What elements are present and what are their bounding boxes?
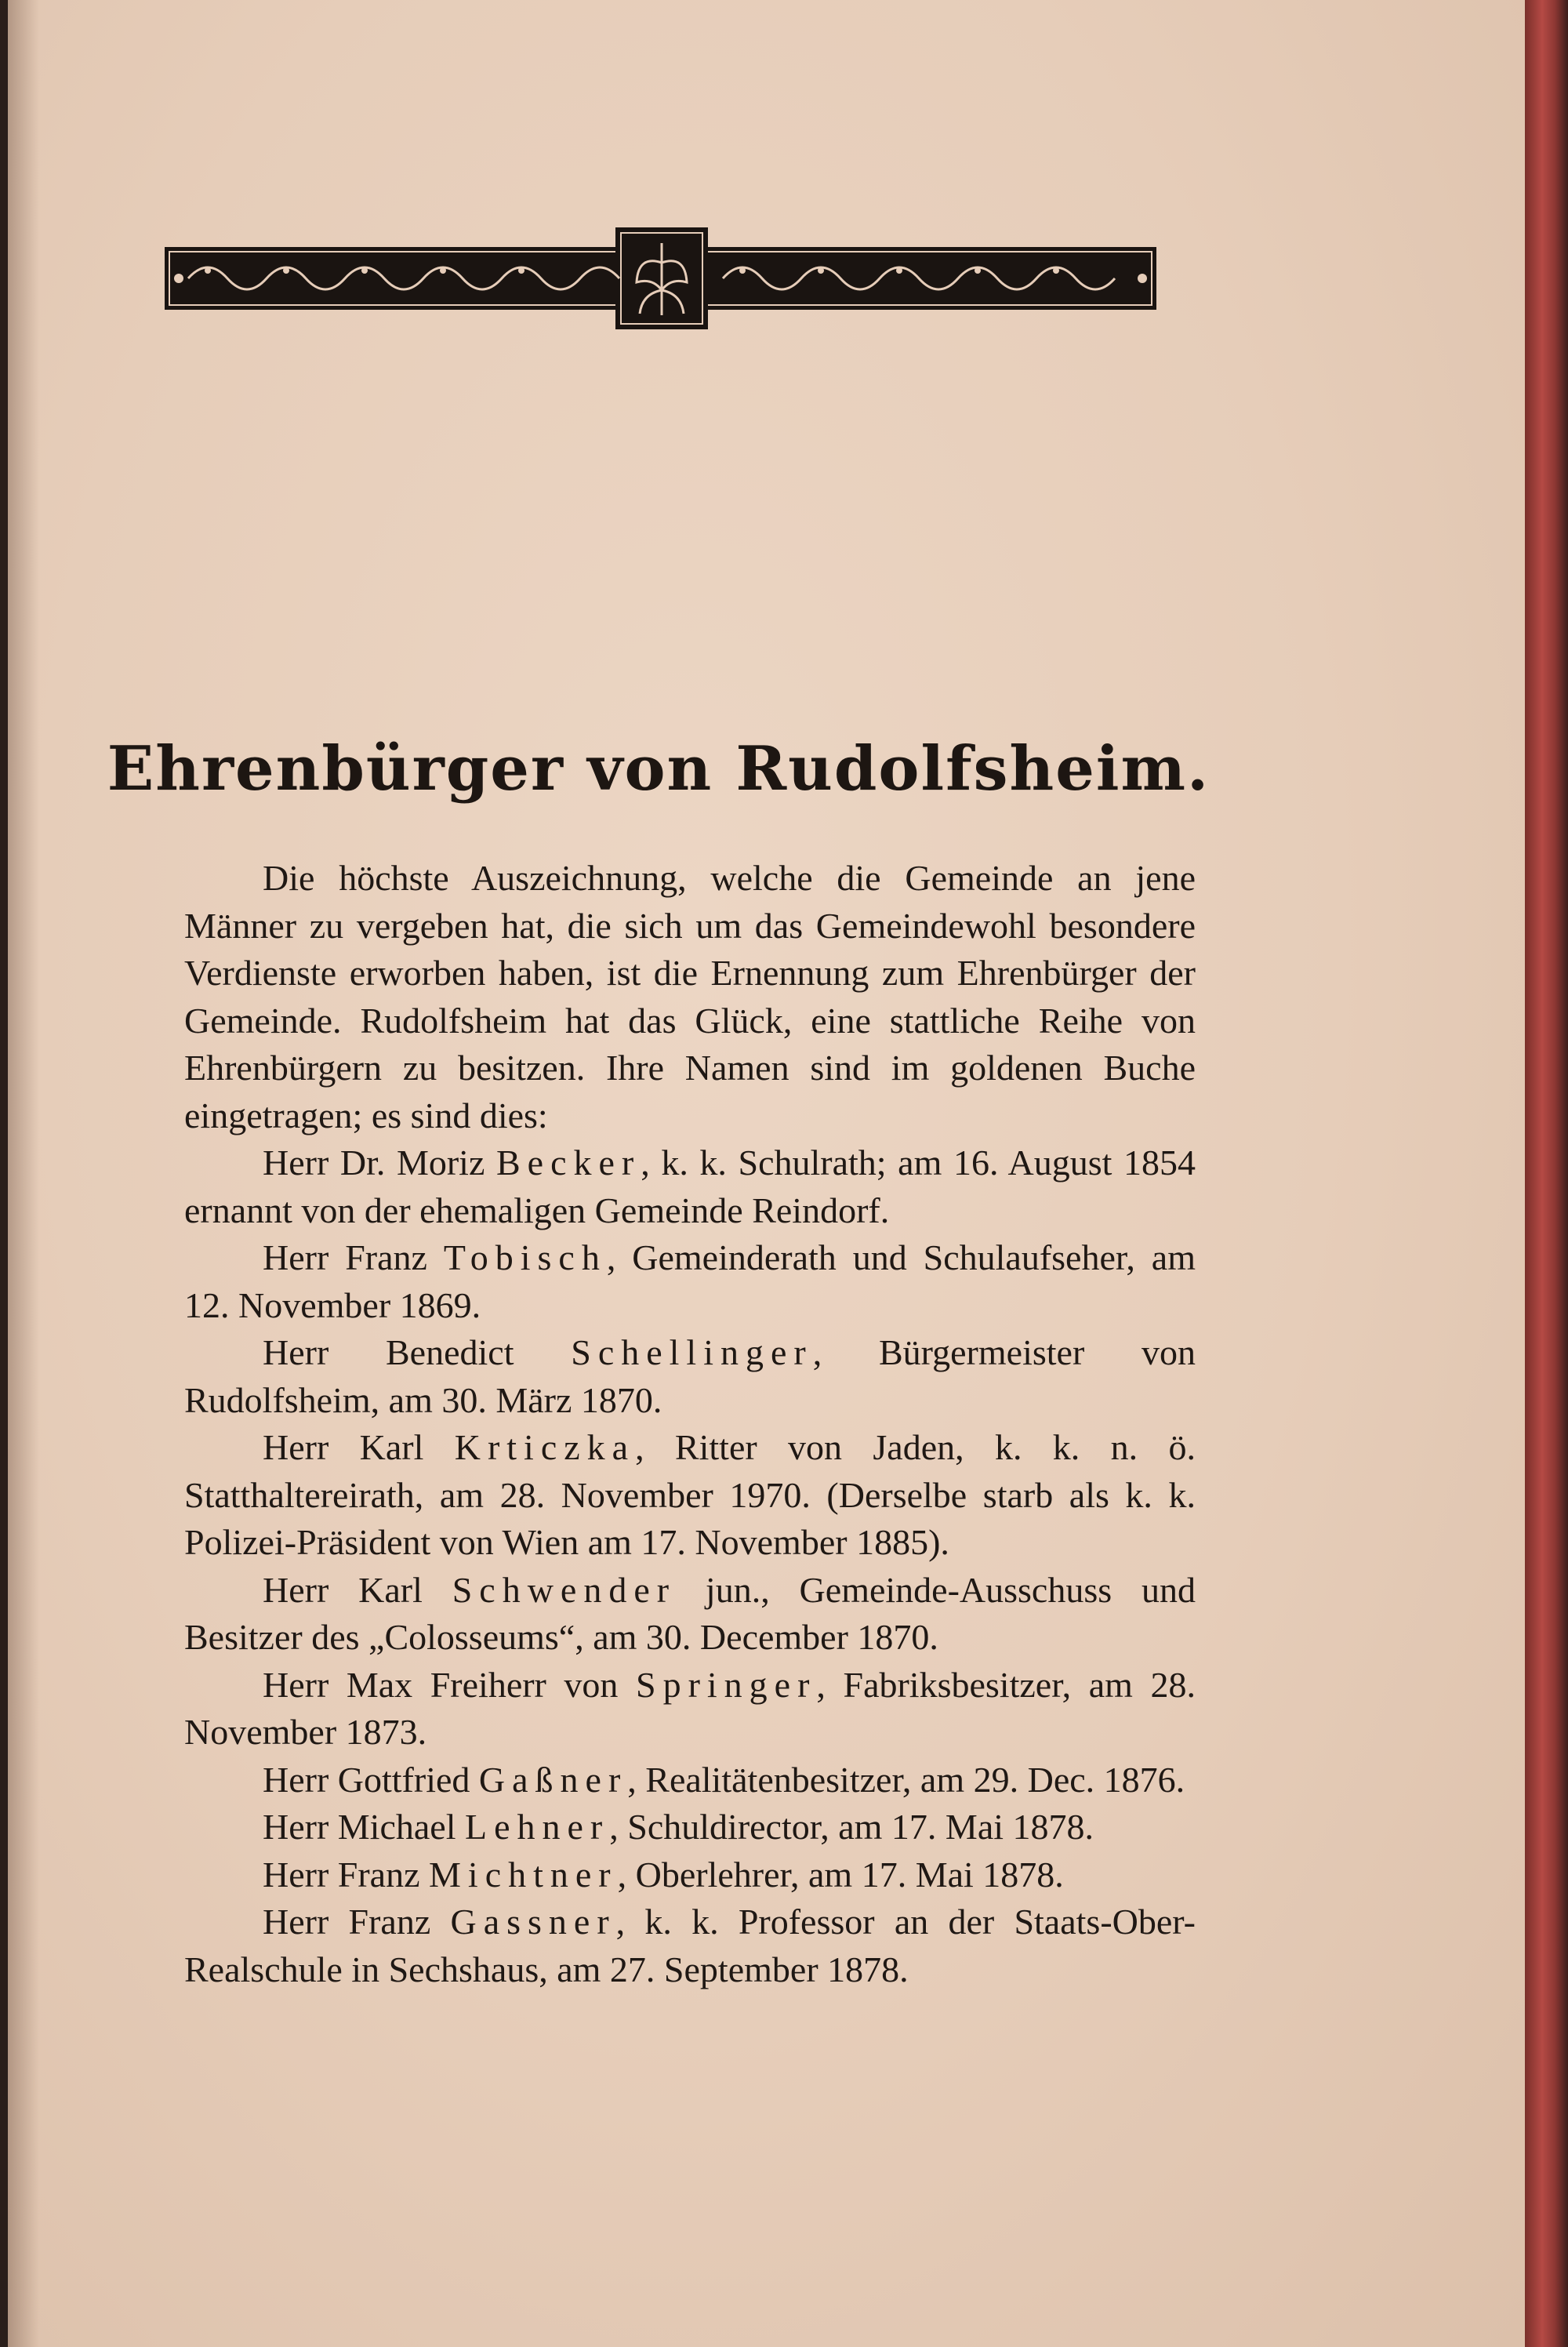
entry-prefix: Herr Franz	[263, 1854, 430, 1895]
honorary-citizen-entry	[184, 1329, 1196, 1424]
citizen-name: Lehner	[465, 1807, 610, 1847]
citizen-name: Tobisch	[443, 1237, 607, 1277]
honorary-citizen-entry	[184, 1567, 1196, 1662]
entry-details: , Ritter von Jaden, k. k. n. ö. Statthaltereirath, am 28. November 1970. (Derselbe starb als k. k. Polizei-Präsident von Wien am 17. November 1885).	[184, 1427, 1196, 1562]
entry-details: , Schuldirector, am 17. Mai 1878.	[609, 1807, 1094, 1847]
entry-prefix: Herr Michael	[263, 1807, 465, 1847]
entry-details: , Bürgermeister von Rudolfsheim, am 30. März 1870.	[184, 1332, 1196, 1420]
entry-prefix: Herr Dr. Moriz	[263, 1143, 496, 1183]
honorary-citizen-entry	[184, 1662, 1196, 1757]
citizen-name: Schellinger	[571, 1332, 813, 1372]
entry-prefix: Herr Karl	[263, 1569, 452, 1610]
entry-details: , Oberlehrer, am 17. Mai 1878.	[617, 1854, 1064, 1895]
entry-prefix: Herr Franz	[263, 1237, 444, 1277]
book-cover-edge	[1525, 0, 1568, 2347]
entry-prefix: Herr Benedict	[263, 1332, 572, 1372]
honorary-citizen-entry	[184, 1898, 1196, 1993]
body-text	[184, 855, 1196, 1993]
honorary-citizen-entry	[184, 1757, 1196, 1804]
citizen-name: Springer	[636, 1664, 817, 1705]
entry-details: jun., Gemeinde-Ausschuss und Besitzer des „Colosseums“, am 30. December 1870.	[184, 1569, 1196, 1657]
citizen-name: Becker	[495, 1143, 641, 1183]
entry-details: , k. k. Professor an der Staats-Ober-Realschule in Sechshaus, am 27. September 1878.	[184, 1902, 1196, 1989]
honorary-citizen-entry	[184, 1234, 1196, 1329]
intro-paragraph: Die höchste Auszeichnung, welche die Gemeinde an jene Männer zu vergeben hat, die sich um das Gemeindewohl besondere Verdienste erworben haben, ist die Ernennung zum Ehrenbürger der Gemeinde. Rudolfsheim hat das Glück, eine stattliche Reihe von Ehrenbürgern zu besitzen. Ihre Namen sind im goldenen Buche eingetragen; es sind dies:	[184, 858, 1196, 1135]
entry-prefix: Herr Gottfried	[263, 1759, 479, 1800]
citizen-name: Michtner	[429, 1854, 618, 1895]
citizen-name: Schwender	[452, 1569, 677, 1610]
honorary-citizen-entry	[184, 1139, 1196, 1234]
honorary-citizen-entry	[184, 1804, 1196, 1851]
honorary-citizen-entry	[184, 1851, 1196, 1899]
decorative-header-ornament	[165, 227, 1156, 329]
entry-details: , Realitätenbesitzer, am 29. Dec. 1876.	[627, 1759, 1185, 1800]
entry-prefix: Herr Max Freiherr von	[263, 1664, 636, 1705]
entry-prefix: Herr Karl	[263, 1427, 455, 1467]
citizen-name: Gaßner	[478, 1759, 628, 1800]
book-page	[8, 0, 1525, 2347]
spine-shadow	[8, 0, 39, 2347]
citizen-name: Krticzka	[454, 1427, 636, 1467]
entry-prefix: Herr Franz	[263, 1902, 451, 1942]
citizen-name: Gassner	[450, 1902, 616, 1942]
honorary-citizen-entry	[184, 1424, 1196, 1567]
entry-details: , k. k. Schulrath; am 16. August 1854 ernannt von der ehemaligen Gemeinde Reindorf.	[184, 1143, 1196, 1230]
entry-details: , Gemeinderath und Schulaufseher, am 12. November 1869.	[184, 1237, 1196, 1325]
page-title: Ehrenbürger von Rudolfsheim.	[107, 733, 1210, 805]
entry-details: , Fabriksbesitzer, am 28. November 1873.	[184, 1664, 1196, 1752]
